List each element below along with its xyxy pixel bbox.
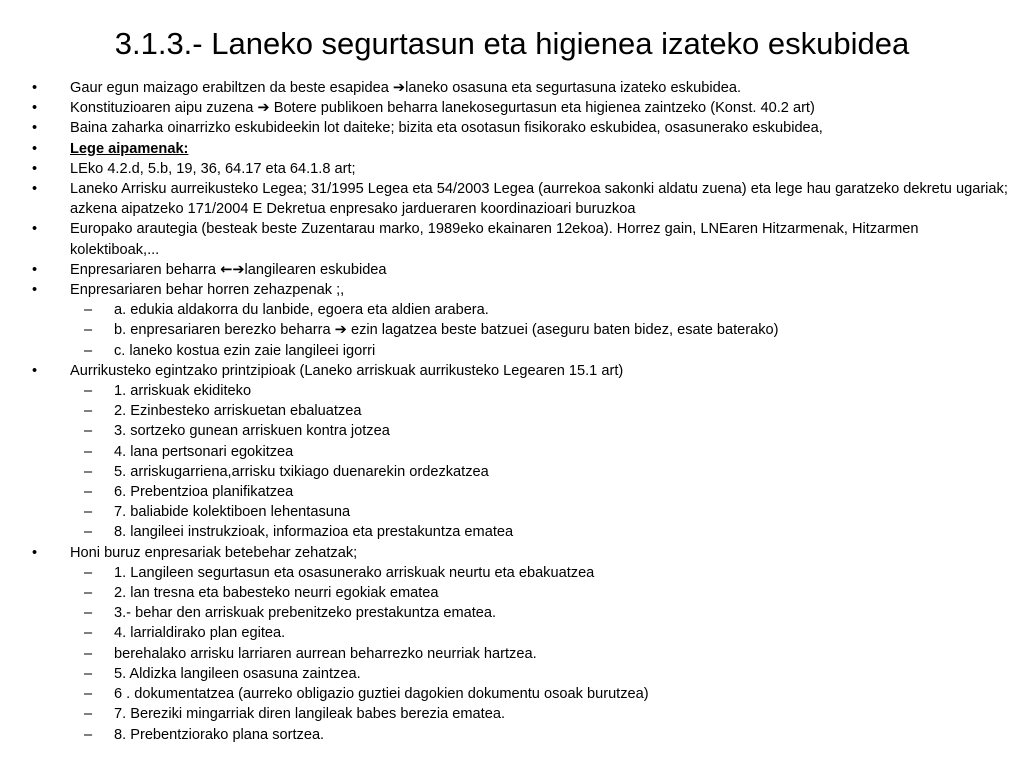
sub-list-item-text: 5. arriskugarriena,arrisku txikiago duenarekin ordezkatzea bbox=[114, 463, 489, 480]
sub-list-item-text: 6 . dokumentatzea (aurreko obligazio guztiei dagokien dokumentu osoak burutzea) bbox=[114, 686, 649, 703]
dash-marker: – bbox=[84, 342, 93, 359]
list-item-text: Aurrikusteko egintzako printzipioak (Laneko arriskuak aurrikusteko Legearen 15.1 art) bbox=[70, 362, 624, 379]
sub-list-item bbox=[30, 623, 1010, 643]
sub-list-item-text: 1. Langileen segurtasun eta osasunerako arriskuak neurtu eta ebakuatzea bbox=[114, 564, 595, 581]
bullet-marker: • bbox=[32, 282, 38, 299]
sub-list-item bbox=[30, 563, 1010, 583]
sub-list-item bbox=[30, 725, 1010, 745]
sub-list-item-text: 5. Aldizka langileen osasuna zaintzea. bbox=[114, 665, 361, 682]
arrow-right-icon: ➔ bbox=[257, 99, 270, 117]
list-item bbox=[30, 260, 1010, 280]
sub-list-item-text: c. laneko kostua ezin zaie langileei igorri bbox=[114, 342, 376, 359]
sub-list-item bbox=[30, 522, 1010, 542]
list-item bbox=[30, 78, 1010, 98]
bullet-marker: • bbox=[32, 261, 38, 278]
list-item bbox=[30, 179, 1010, 219]
list-item-text: Enpresariaren behar horren zehazpenak ;, bbox=[70, 282, 345, 299]
item-text-part: Gaur egun maizago erabiltzen da beste esapidea bbox=[70, 80, 393, 96]
arrow-right-icon: ➔ bbox=[334, 321, 347, 339]
list-item bbox=[30, 361, 1010, 381]
bullet-list bbox=[30, 78, 1010, 745]
sub-list-item-text bbox=[114, 320, 1010, 340]
item-text-part: langilearen eskubidea bbox=[244, 261, 387, 278]
item-text-part: Enpresariaren beharra bbox=[70, 261, 221, 278]
slide-title: 3.1.3.- Laneko segurtasun eta higienea izateko eskubidea bbox=[114, 26, 910, 61]
list-item-text: Laneko Arrisku aurreikusteko Legea; 31/1995 Legea eta 54/2003 Legea (aurrekoa sakonki aldatu zuena) eta lege hau garatzeko dekretu ugariak; azkena aipatzeko 171/2004 E Dekretua enpresako jardueraren koordinazioari buruzkoa bbox=[70, 181, 1008, 218]
sub-list-item bbox=[30, 583, 1010, 603]
sub-list-item-text: 4. larrialdirako plan egitea. bbox=[114, 625, 286, 642]
bullet-marker: • bbox=[32, 160, 38, 177]
list-item bbox=[30, 280, 1010, 300]
sub-list-item-text: a. edukia aldakorra du lanbide, egoera eta aldien arabera. bbox=[114, 302, 489, 319]
list-item-text bbox=[70, 98, 1010, 118]
dash-marker: – bbox=[84, 524, 93, 541]
arrow-right-icon: ➔ bbox=[232, 260, 245, 278]
sub-list-item bbox=[30, 462, 1010, 482]
dash-marker: – bbox=[84, 322, 93, 339]
sub-list-item-text: 6. Prebentzioa planifikatzea bbox=[114, 484, 294, 501]
sub-list-item bbox=[30, 502, 1010, 522]
sub-list-item-text: 8. Prebentziorako plana sortzea. bbox=[114, 726, 325, 743]
sub-list-item bbox=[30, 341, 1010, 361]
sub-list-item bbox=[30, 401, 1010, 421]
list-item-text bbox=[70, 78, 1010, 98]
list-item bbox=[30, 543, 1010, 563]
item-text-part: laneko osasuna eta segurtasuna izateko eskubidea. bbox=[405, 80, 742, 96]
item-text-part: Botere publikoen beharra lanekosegurtasun eta higienea zaintzeko (Konst. 40.2 art) bbox=[269, 100, 815, 117]
sub-list-item bbox=[30, 704, 1010, 724]
dash-marker: – bbox=[84, 645, 93, 662]
dash-marker: – bbox=[84, 625, 93, 642]
dash-marker: – bbox=[84, 605, 93, 622]
bullet-marker: • bbox=[32, 362, 38, 379]
bullet-marker: • bbox=[32, 181, 38, 198]
item-text-part: b. enpresariaren berezko beharra bbox=[114, 322, 335, 339]
sub-list-item bbox=[30, 300, 1010, 320]
sub-list-item bbox=[30, 603, 1010, 623]
dash-marker: – bbox=[84, 443, 93, 460]
sub-list-item bbox=[30, 664, 1010, 684]
arrow-right-icon: ➔ bbox=[392, 79, 406, 96]
sub-list-item-text: 8. langileei instrukzioak, informazioa eta prestakuntza ematea bbox=[114, 524, 514, 541]
item-text-part: ezin lagatzea beste batzuei (aseguru baten bidez, esate baterako) bbox=[346, 322, 779, 339]
dash-marker: – bbox=[84, 665, 93, 682]
arrow-left-icon: ← bbox=[220, 260, 233, 278]
list-item bbox=[30, 98, 1010, 118]
list-item bbox=[30, 118, 1010, 138]
list-item bbox=[30, 139, 1010, 159]
sub-list-item-text: 2. Ezinbesteko arriskuetan ebaluatzea bbox=[114, 403, 362, 420]
sub-list-item-text: 3. sortzeko gunean arriskuen kontra jotzea bbox=[114, 423, 390, 440]
dash-marker: – bbox=[84, 585, 93, 602]
sub-list-item-text: 3.- behar den arriskuak prebenitzeko prestakuntza ematea. bbox=[114, 605, 497, 622]
bullet-marker: • bbox=[32, 120, 38, 137]
sub-list-item bbox=[30, 381, 1010, 401]
dash-marker: – bbox=[84, 686, 93, 703]
list-item-heading: Lege aipamenak: bbox=[70, 140, 189, 157]
bullet-marker: • bbox=[32, 140, 38, 157]
list-item-text: LEko 4.2.d, 5.b, 19, 36, 64.17 eta 64.1.8 art; bbox=[70, 160, 356, 177]
list-item-text: Baina zaharka oinarrizko eskubideekin lot daiteke; bizita eta osotasun fisikorako eskubidea, osasunerako eskubidea, bbox=[70, 120, 823, 137]
sub-list-item-text: berehalako arrisku larriaren aurrean beharrezko neurriak hartzea. bbox=[114, 645, 537, 662]
sub-list-item-text: 1. arriskuak ekiditeko bbox=[114, 383, 252, 400]
dash-marker: – bbox=[84, 403, 93, 420]
item-text-part: Konstituzioaren aipu zuzena bbox=[70, 100, 258, 117]
dash-marker: – bbox=[84, 564, 93, 581]
sub-list-item bbox=[30, 320, 1010, 340]
bullet-marker: • bbox=[32, 80, 38, 96]
dash-marker: – bbox=[84, 484, 93, 501]
dash-marker: – bbox=[84, 423, 93, 440]
list-item-text: Europako arautegia (besteak beste Zuzentarau marko, 1989eko ekainaren 12ekoa). Horrez gain, LNEaren Hitzarmenak, Hitzarmen kolektiboak,... bbox=[70, 221, 919, 258]
dash-marker: – bbox=[84, 706, 93, 723]
sub-list-item bbox=[30, 684, 1010, 704]
sub-list-item-text: 7. Bereziki mingarriak diren langileak babes berezia ematea. bbox=[114, 706, 505, 723]
list-item bbox=[30, 219, 1010, 259]
sub-list-item bbox=[30, 442, 1010, 462]
dash-marker: – bbox=[84, 383, 93, 400]
dash-marker: – bbox=[84, 504, 93, 521]
sub-list-item bbox=[30, 421, 1010, 441]
bullet-marker: • bbox=[32, 544, 38, 561]
dash-marker: – bbox=[84, 726, 93, 743]
list-item-text: Honi buruz enpresariak betebehar zehatzak; bbox=[70, 544, 358, 561]
list-item bbox=[30, 159, 1010, 179]
sub-list-item-text: 7. baliabide kolektiboen lehentasuna bbox=[114, 504, 351, 521]
dash-marker: – bbox=[84, 463, 93, 480]
sub-list-item bbox=[30, 644, 1010, 664]
sub-list-item bbox=[30, 482, 1010, 502]
list-item-text bbox=[70, 260, 1010, 280]
dash-marker: – bbox=[84, 302, 93, 319]
sub-list-item-text: 4. lana pertsonari egokitzea bbox=[114, 443, 294, 460]
bullet-marker: • bbox=[32, 100, 38, 117]
sub-list-item-text: 2. lan tresna eta babesteko neurri egokiak ematea bbox=[114, 585, 439, 602]
bullet-marker: • bbox=[32, 221, 38, 238]
